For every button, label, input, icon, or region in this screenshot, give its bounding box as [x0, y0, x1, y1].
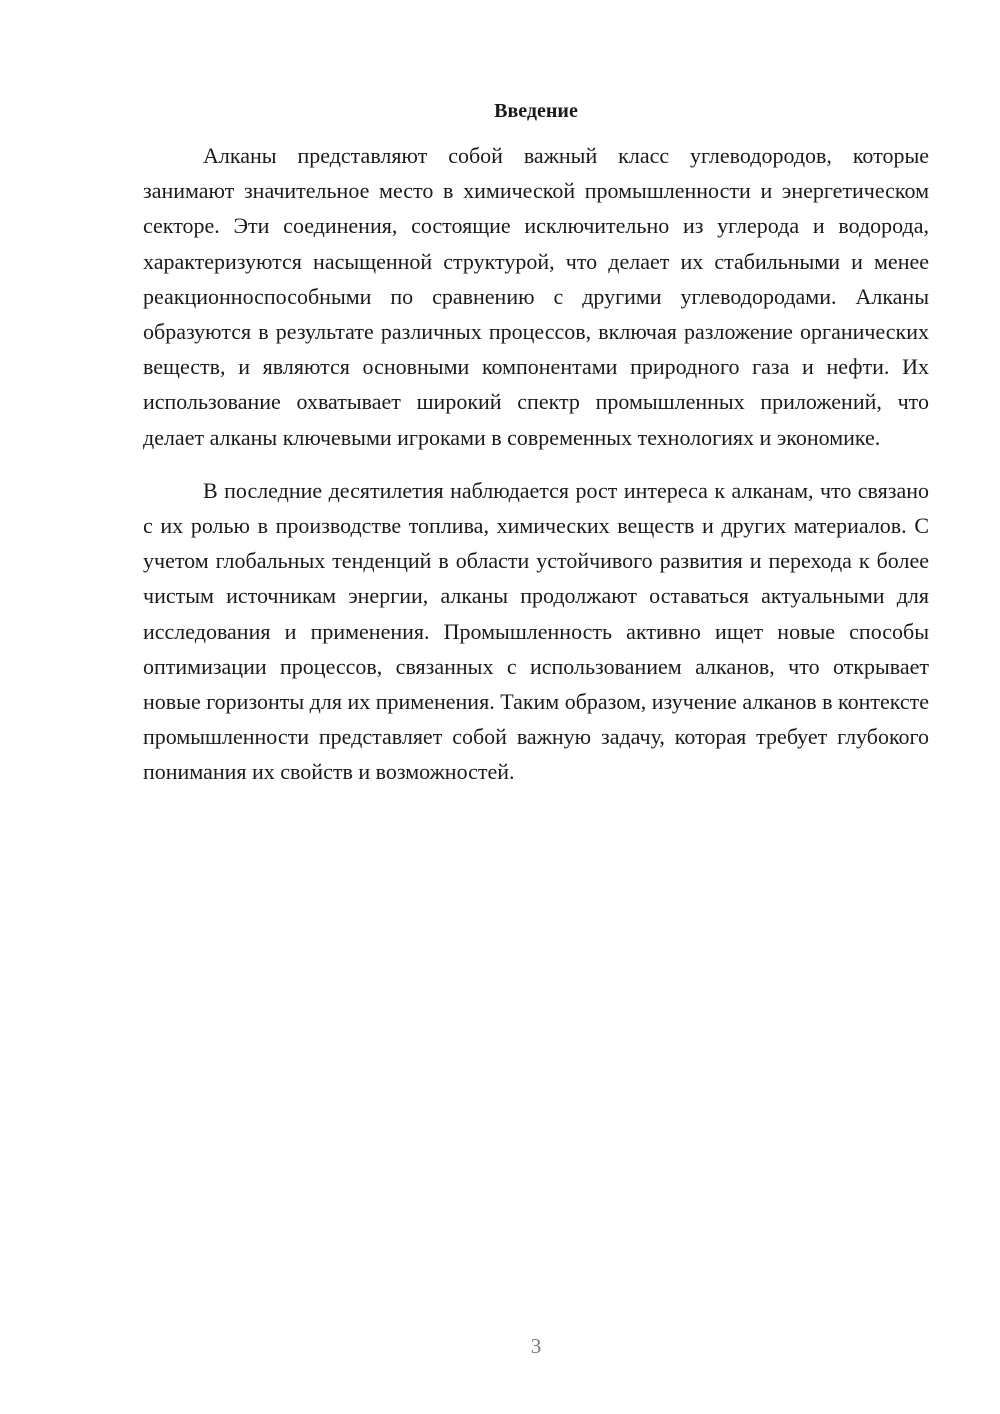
section-heading: Введение — [494, 100, 578, 122]
paragraph-intro: Алканы представляют собой важный класс углеводородов, которые занимают значительное место в химической промышленности и энергетическом секторе. Эти соединения, состоящие исключительно из углерода и водорода, характеризуются насыщенной структурой, что делает их стабильными и менее реакционноспособными по сравнению с другими углеводородами. Алканы образуются в результате различных процессов, включая разложение органических веществ, и являются основными компонентами природного газа и нефти. Их использование охватывает широкий спектр промышленных приложений, что делает алканы ключевыми игроками в современных технологиях и экономике. — [143, 143, 929, 450]
page-number: 3 — [530, 1334, 542, 1358]
paragraph-trends: В последние десятилетия наблюдается рост интереса к алканам, что связано с их ролью в производстве топлива, химических веществ и других материалов. С учетом глобальных тенденций в области устойчивого развития и перехода к более чистым источникам энергии, алканы продолжают оставаться актуальными для исследования и применения. Промышленность активно ищет новые способы оптимизации процессов, связанных с использованием алканов, что открывает новые горизонты для их применения. Таким образом, изучение алканов в контексте промышленности представляет собой важную задачу, которая требует глубокого понимания их свойств и возможностей. — [143, 477, 930, 785]
page-body — [143, 96, 929, 790]
